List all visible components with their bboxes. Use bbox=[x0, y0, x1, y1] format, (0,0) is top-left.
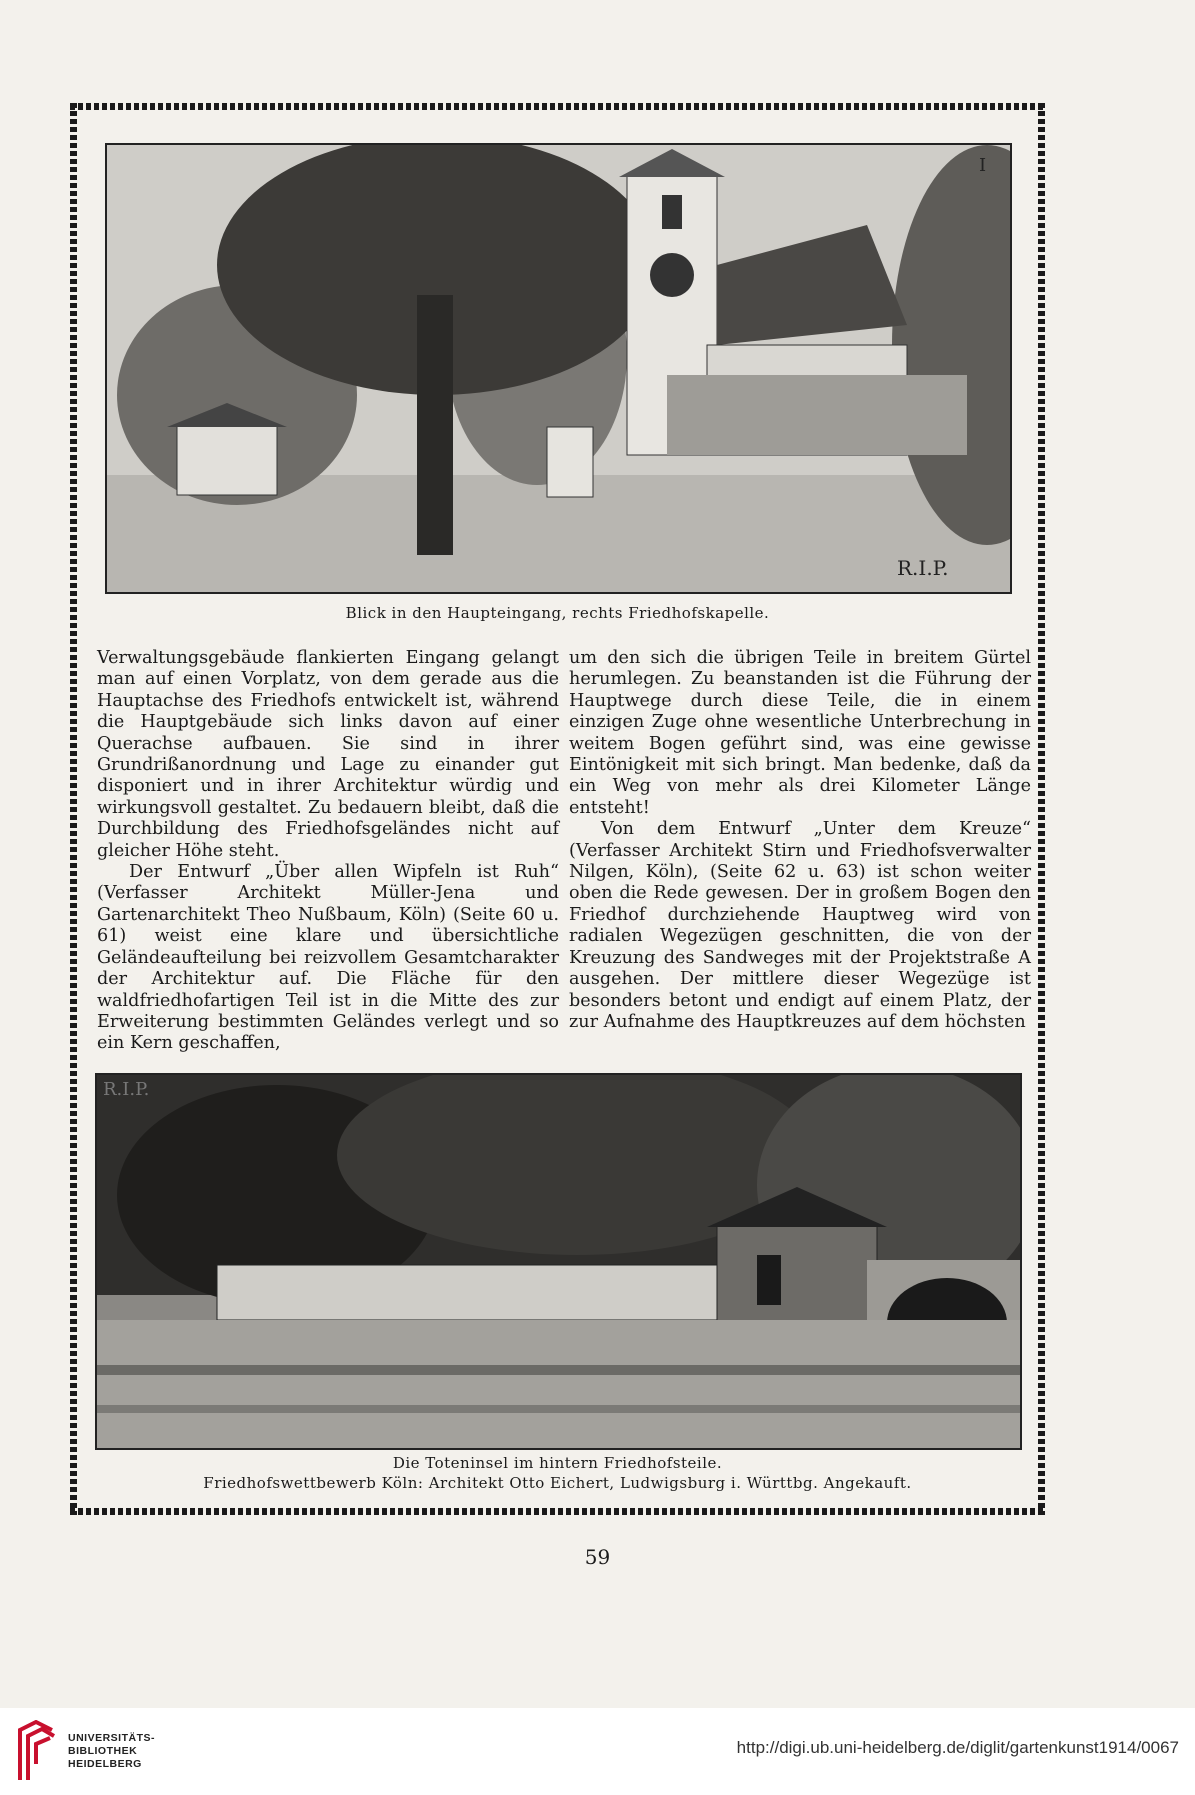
right-text-column bbox=[569, 648, 1031, 1033]
island-of-the-dead-illustration bbox=[95, 1073, 1022, 1450]
cemetery-entrance-illustration bbox=[105, 143, 1012, 594]
paragraph: Von dem Entwurf „Unter dem Kreuze“ (Verfasser Architekt Stirn und Friedhofsverwalter Nilgen, Köln), (Seite 62 u. 63) ist schon weiter oben die Rede gewesen. Der in großem Bogen den Friedhof durchziehende Hauptweg wird von radialen Wegezügen geschnitten, die von der Kreuzung des Sandweges mit der Projektstraße A ausgehen. Der mittlere dieser Wegezüge ist besonders betont und endigt auf einem Platz, der zur Aufnahme des Hauptkreuzes auf dem höchsten bbox=[569, 819, 1031, 1032]
library-footer bbox=[0, 1708, 1195, 1795]
left-text-column bbox=[97, 648, 559, 1055]
top-illustration-caption: Blick in den Haupteingang, rechts Friedhofskapelle. bbox=[345, 604, 770, 622]
illustration-signature: R.I.P. bbox=[897, 556, 949, 580]
illustration-corner-mark: I bbox=[979, 155, 987, 176]
competition-credit-caption: Friedhofswettbewerb Köln: Architekt Otto Eichert, Ludwigsburg i. Württbg. Angekauft. bbox=[203, 1474, 912, 1492]
illustration-signature: R.I.P. bbox=[103, 1079, 150, 1100]
paragraph: um den sich die übrigen Teile in breitem Gürtel herumlegen. Zu beanstanden ist die Führung der Hauptwege durch diese Teile, die in einem einzigen Zuge ohne wesentliche Unterbrechung in weitem Bogen geführt sind, was eine gewisse Eintönigkeit mit sich bringt. Man bedenke, daß da ein Weg von mehr als drei Kilometer Länge entsteht! bbox=[569, 648, 1031, 818]
source-url-link[interactable]: http://digi.ub.uni-heidelberg.de/diglit/gartenkunst1914/0067 bbox=[736, 1738, 1179, 1757]
university-library-logo-icon bbox=[16, 1720, 58, 1782]
paragraph: Verwaltungsgebäude flankierten Eingang gelangt man auf einen Vorplatz, von dem gerade aus die Hauptachse des Friedhofs entwickelt ist, während die Hauptgebäude sich links davon auf einer Querachse aufbauen. Sie sind in ihrer Grundrißanordnung und Lage zu einander gut disponiert und in ihrer Architektur würdig und wirkungsvoll gestaltet. Zu bedauern bleibt, daß die Durchbildung des Friedhofsgeländes nicht auf gleicher Höhe steht. bbox=[97, 648, 559, 861]
paragraph: Der Entwurf „Über allen Wipfeln ist Ruh“ (Verfasser Architekt Müller-Jena und Gartenarchitekt Theo Nußbaum, Köln) (Seite 60 u. 61) weist eine klare und übersichtliche Geländeaufteilung bei reizvollem Gesamtcharakter der Architektur auf. Die Fläche für den waldfriedhofartigen Teil ist in die Mitte des zur Erweiterung bestimmten Geländes verlegt und so ein Kern geschaffen, bbox=[97, 862, 559, 1054]
bottom-illustration-caption: Die Toteninsel im hintern Friedhofsteile. bbox=[392, 1454, 723, 1472]
page-number: 59 bbox=[584, 1545, 611, 1569]
library-name: UNIVERSITÄTS- BIBLIOTHEK HEIDELBERG bbox=[68, 1732, 156, 1770]
